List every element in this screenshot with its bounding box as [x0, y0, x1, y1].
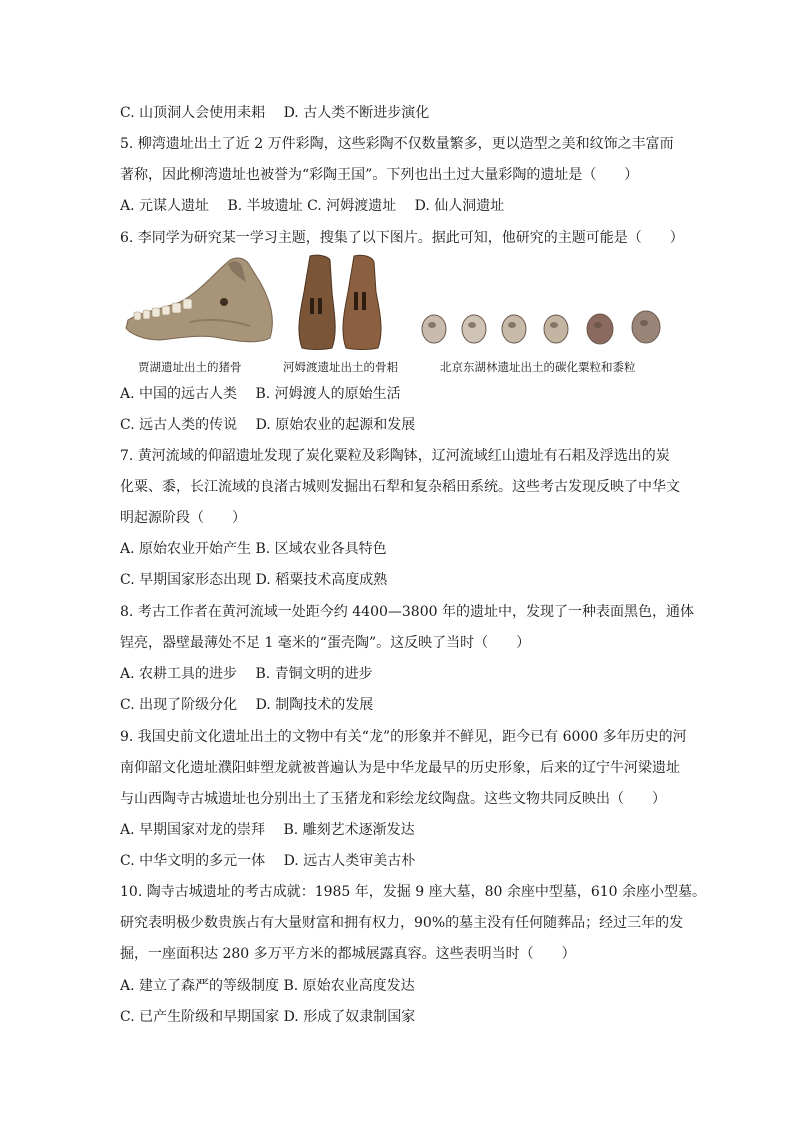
q8-stem-line-2: 锃亮，器壁最薄处不足 1 毫米的“蛋壳陶”。这反映了当时（ ）: [120, 635, 531, 651]
q7-stem-line-3: 明起源阶段（ ）: [120, 510, 246, 526]
q9-stem-line-2: 南仰韶文化遗址濮阳蚌塑龙就被普遍认为是中华龙最早的历史形象，后来的辽宁牛河梁遗址: [120, 760, 680, 776]
caption-grains: 北京东湖林遗址出土的碳化粟粒和黍粒: [440, 360, 636, 374]
q7-options-line-2: C. 早期国家形态出现 D. 稻粟技术高度成熟: [120, 572, 388, 588]
previous-question-options: C. 山顶洞人会使用耒耜 D. 古人类不断进步演化: [120, 105, 430, 121]
q10-stem-line-1: 10. 陶寺古城遗址的考古成就：1985 年，发掘 9 座大墓，80 余座中型墓，610 余座小型墓。: [120, 884, 707, 900]
pig-bone-image: [120, 252, 280, 352]
bone-spade-image: [288, 252, 398, 352]
q7-stem-line-2: 化粟、黍，长江流域的良渚古城则发掘出石犁和复杂稻田系统。这些考古发现反映了中华文: [120, 479, 680, 495]
q9-options-line-2: C. 中华文明的多元一体 D. 远古人类审美古朴: [120, 853, 416, 869]
q9-stem-line-1: 9. 我国史前文化遗址出土的文物中有关“龙”的形象并不鲜见，距今已有 6000 多年历史的河: [120, 729, 687, 745]
caption-bone-spade: 河姆渡遗址出土的骨耜: [283, 360, 398, 374]
q7-options-line-1: A. 原始农业开始产生 B. 区域农业各具特色: [120, 541, 387, 557]
q5-stem-line-2: 著称，因此柳湾遗址也被誉为“彩陶王国”。下列也出土过大量彩陶的遗址是（ ）: [120, 167, 639, 183]
q6-stem: 6. 李同学为研究某一学习主题，搜集了以下图片。据此可知，他研究的主题可能是（ ）: [120, 230, 684, 246]
q10-stem-line-3: 掘，一座面积达 280 多万平方米的都城展露真容。这些表明当时（ ）: [120, 946, 576, 962]
q9-stem-line-3: 与山西陶寺古城遗址也分别出土了玉猪龙和彩绘龙纹陶盘。这些文物共同反映出（ ）: [120, 791, 666, 807]
q5-options: A. 元谋人遗址 B. 半坡遗址 C. 河姆渡遗址 D. 仙人洞遗址: [120, 198, 505, 214]
q8-options-line-2: C. 出现了阶级分化 D. 制陶技术的发展: [120, 697, 374, 713]
q8-options-line-1: A. 农耕工具的进步 B. 青铜文明的进步: [120, 666, 373, 682]
q8-stem-line-1: 8. 考古工作者在黄河流域一处距今约 4400—3800 年的遗址中，发现了一种表面黑色，通体: [120, 604, 694, 620]
q7-stem-line-1: 7. 黄河流域的仰韶遗址发现了炭化粟粒及彩陶钵，辽河流域红山遗址有石耜及浮选出的炭: [120, 448, 670, 464]
caption-pig-bone: 贾湖遗址出土的猪骨: [138, 360, 242, 374]
q10-stem-line-2: 研究表明极少数贵族占有大量财富和拥有权力，90%的墓主没有任何随葬品；经过三年的发: [120, 915, 684, 931]
q6-figure-group: [118, 252, 678, 377]
q5-stem-line-1: 5. 柳湾遗址出土了近 2 万件彩陶，这些彩陶不仅数量繁多，更以造型之美和纹饰之丰富而: [120, 136, 674, 152]
q10-options-line-1: A. 建立了森严的等级制度 B. 原始农业高度发达: [120, 978, 415, 994]
q6-options-line-1: A. 中国的远古人类 B. 河姆渡人的原始生活: [120, 386, 401, 402]
carbonized-grain-image: [418, 307, 678, 357]
q6-options-line-2: C. 远古人类的传说 D. 原始农业的起源和发展: [120, 417, 416, 433]
q9-options-line-1: A. 早期国家对龙的崇拜 B. 雕刻艺术逐渐发达: [120, 822, 415, 838]
q10-options-line-2: C. 已产生阶级和早期国家 D. 形成了奴隶制国家: [120, 1009, 416, 1025]
